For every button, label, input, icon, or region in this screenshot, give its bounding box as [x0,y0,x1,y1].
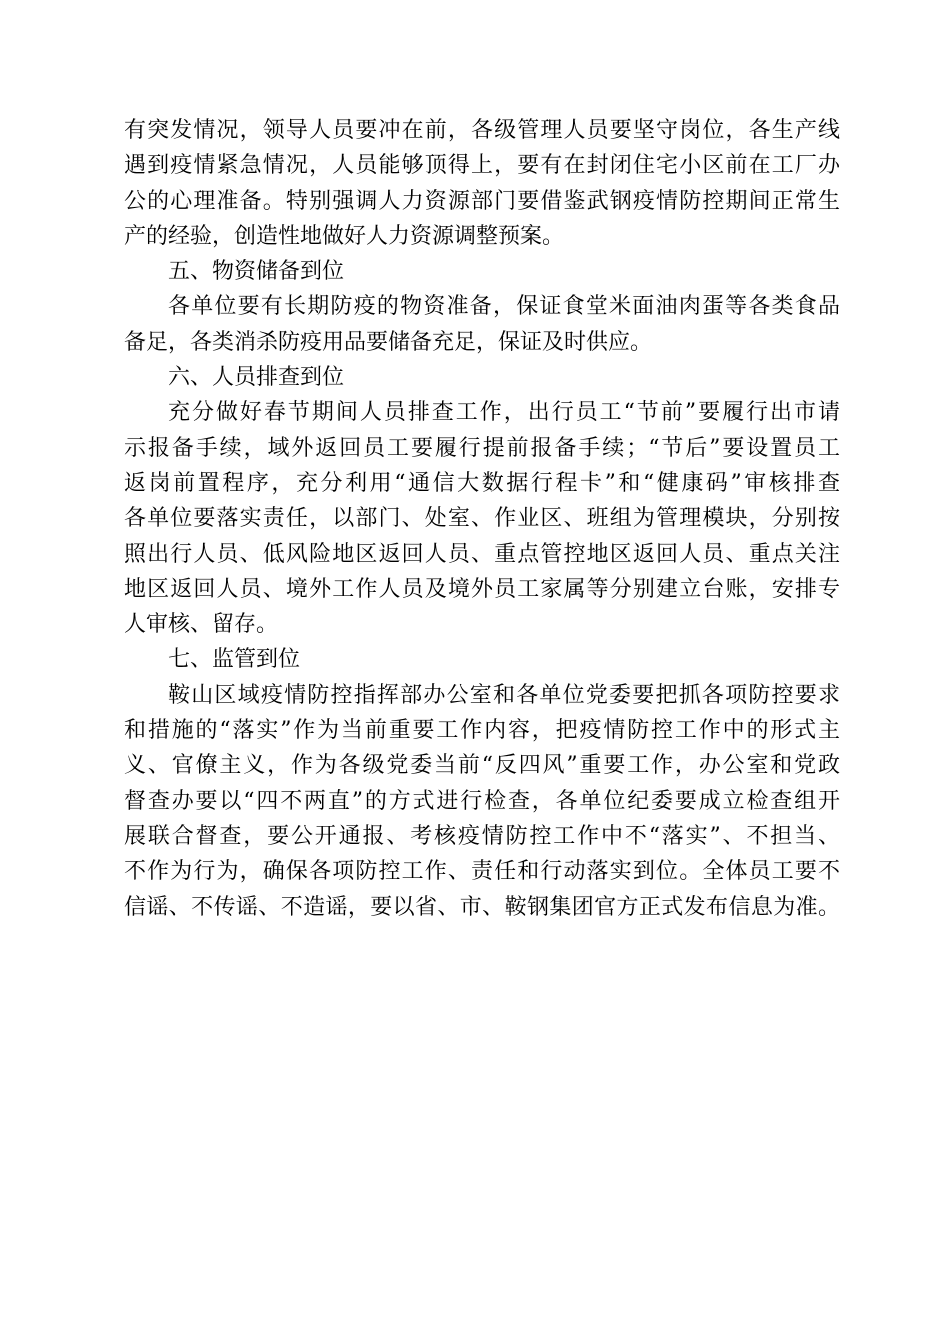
text-line: 产的经验，创造性地做好人力资源调整预案。 [124,223,565,249]
text-line: 鞍山区域疫情防控指挥部办公室和各单位党委要把抓各项防控要求 [168,682,840,708]
text-line: 返岗前置程序，充分利用“通信大数据行程卡”和“健康码”审核排查 [124,470,840,496]
text-line: 和措施的“落实”作为当前重要工作内容，把疫情防控工作中的形式主 [124,718,840,744]
text-line: 展联合督查，要公开通报、考核疫情防控工作中不“落实”、不担当、 [124,823,840,849]
text-line: 人审核、留存。 [124,612,279,638]
text-line: 各单位要落实责任，以部门、处室、作业区、班组为管理模块，分别按 [124,506,840,532]
text-line: 有突发情况，领导人员要冲在前，各级管理人员要坚守岗位，各生产线 [124,118,840,143]
text-line: 示报备手续，域外返回员工要履行提前报备手续；“节后”要设置员工 [124,435,840,461]
text-line: 督查办要以“四不两直”的方式进行检查，各单位纪委要成立检查组开 [124,788,840,814]
section-heading: 七、监管到位 [168,647,301,673]
document-body [124,113,840,925]
text-line: 各单位要有长期防疫的物资准备，保证食堂米面油肉蛋等各类食品 [168,294,840,320]
text-line: 义、官僚主义，作为各级党委当前“反四风”重要工作，办公室和党政 [124,753,840,779]
text-line: 充分做好春节期间人员排查工作，出行员工“节前”要履行出市请 [168,400,840,426]
text-line: 地区返回人员、境外工作人员及境外员工家属等分别建立台账，安排专 [124,576,840,602]
text-line: 不作为行为，确保各项防控工作、责任和行动落实到位。全体员工要不 [124,859,840,885]
section-heading: 六、人员排查到位 [168,365,345,391]
text-line: 照出行人员、低风险地区返回人员、重点管控地区返回人员、重点关注 [124,541,840,567]
section-heading: 五、物资储备到位 [168,259,345,285]
text-line: 信谣、不传谣、不造谣，要以省、市、鞍钢集团官方正式发布信息为准。 [124,894,840,920]
text-line: 公的心理准备。特别强调人力资源部门要借鉴武钢疫情防控期间正常生 [124,188,840,214]
text-line: 遇到疫情紧急情况，人员能够顶得上，要有在封闭住宅小区前在工厂办 [124,153,840,179]
text-line: 备足，各类消杀防疫用品要储备充足，保证及时供应。 [124,329,653,355]
